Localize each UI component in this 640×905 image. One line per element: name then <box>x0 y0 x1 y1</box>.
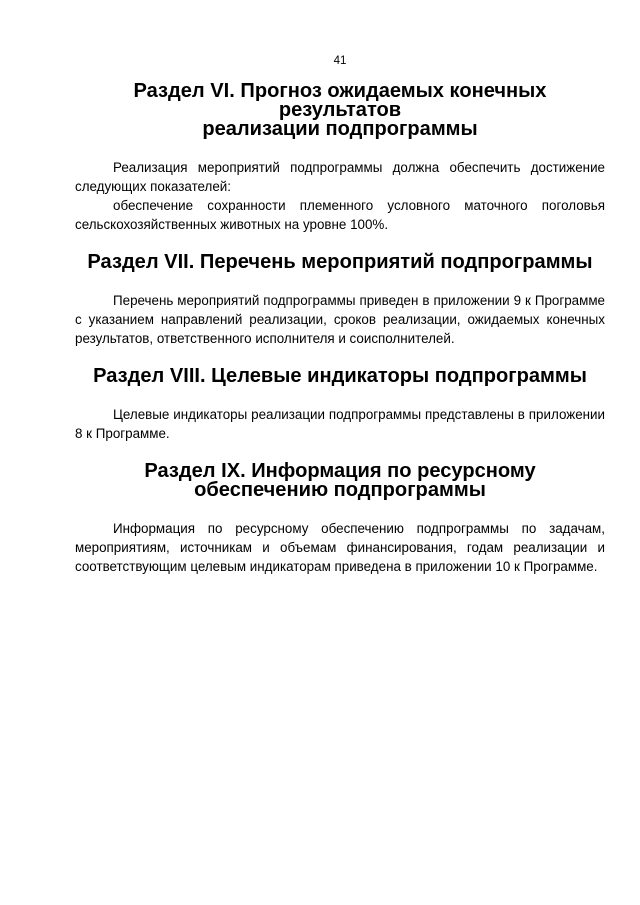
section-title <box>75 82 605 139</box>
section-title-line: Раздел VIII. Целевые индикаторы подпрограммы <box>93 365 587 387</box>
paragraph: Информация по ресурсному обеспечению подпрограммы по задачам, мероприятиям, источникам и объемам финансирования, годам реализации и соответствующим целевым индикаторам приведена в приложении 10 к Программе. <box>75 521 605 574</box>
paragraph: Реализация мероприятий подпрограммы должна обеспечить достижение следующих показателей: <box>75 160 605 194</box>
section-title <box>75 367 605 386</box>
page-number: 41 <box>333 55 347 67</box>
document-body <box>75 82 605 576</box>
section-title-line: Раздел VI. Прогноз ожидаемых конечных результатов <box>133 80 547 121</box>
paragraph: Целевые индикаторы реализации подпрограммы представлены в приложении 8 к Программе. <box>75 407 605 441</box>
paragraph: обеспечение сохранности племенного условного маточного поголовья сельскохозяйственных животных на уровне 100%. <box>75 198 605 232</box>
section-7 <box>75 253 605 348</box>
paragraph: Перечень мероприятий подпрограммы приведен в приложении 9 к Программе с указанием направлений реализации, сроков реализации, ожидаемых конечных результатов, ответственного исполнителя и соисполнителей. <box>75 293 605 346</box>
section-title <box>75 462 605 500</box>
section-title-line: Раздел IX. Информация по ресурсному обеспечению подпрограммы <box>144 460 536 501</box>
section-8 <box>75 367 605 443</box>
section-title-line: реализации подпрограммы <box>202 118 478 140</box>
section-title <box>75 253 605 272</box>
section-title-line: Раздел VII. Перечень мероприятий подпрограммы <box>87 251 593 273</box>
section-9 <box>75 462 605 576</box>
section-6 <box>75 82 605 234</box>
